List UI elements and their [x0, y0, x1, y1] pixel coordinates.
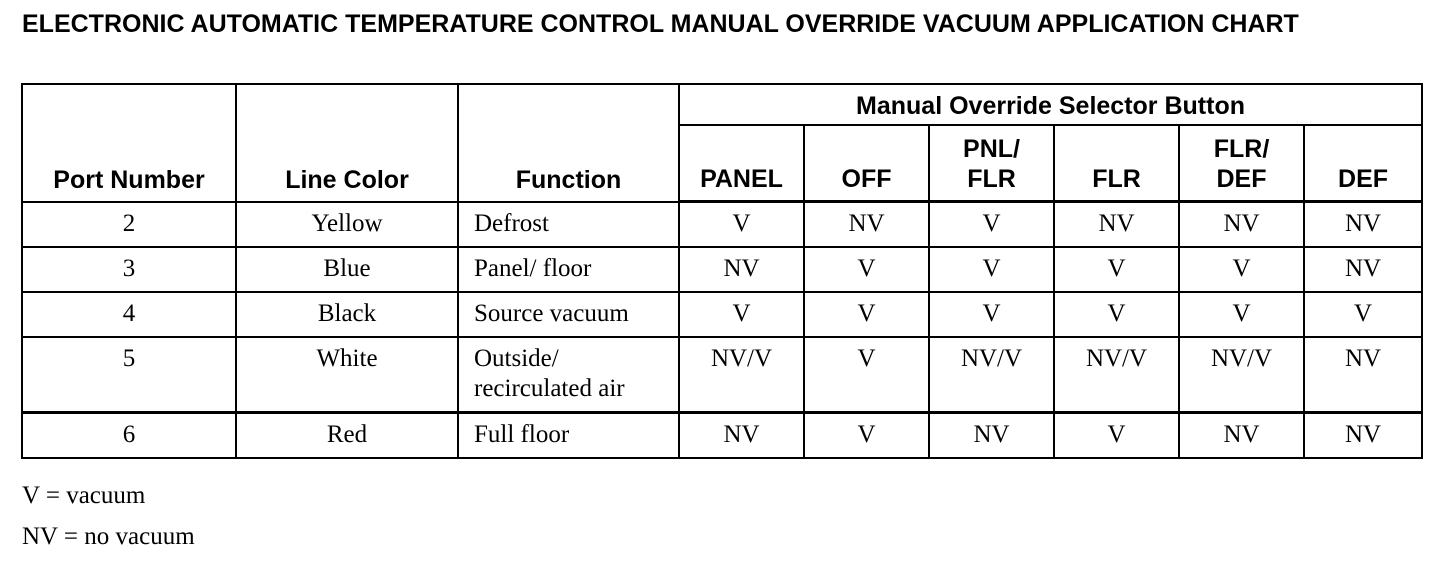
header-button-flr: FLR	[1054, 125, 1179, 202]
cell-vacuum-state: V	[679, 292, 804, 337]
cell-vacuum-state: V	[929, 292, 1054, 337]
cell-vacuum-state: NV	[679, 413, 804, 459]
cell-vacuum-state: V	[804, 337, 929, 413]
header-button-off: OFF	[804, 125, 929, 202]
cell-vacuum-state: V	[1054, 413, 1179, 459]
cell-vacuum-state: V	[1179, 247, 1304, 292]
cell-port-number: 4	[22, 292, 236, 337]
header-button-flr-def: FLR/ DEF	[1179, 125, 1304, 202]
header-button-def: DEF	[1304, 125, 1422, 202]
header-button-panel: PANEL	[679, 125, 804, 202]
cell-vacuum-state: V	[1304, 292, 1422, 337]
cell-function: Defrost	[458, 202, 679, 248]
cell-line-color: Yellow	[236, 202, 458, 248]
cell-function: Panel/ floor	[458, 247, 679, 292]
cell-vacuum-state: V	[804, 247, 929, 292]
table-row	[22, 337, 1422, 413]
cell-port-number: 6	[22, 413, 236, 459]
cell-vacuum-state: NV	[1304, 337, 1422, 413]
table-row	[22, 292, 1422, 337]
legend-no-vacuum: NV = no vacuum	[22, 523, 195, 550]
table-body	[22, 202, 1422, 459]
cell-vacuum-state: NV	[679, 247, 804, 292]
cell-vacuum-state: V	[804, 413, 929, 459]
cell-line-color: Black	[236, 292, 458, 337]
cell-port-number: 5	[22, 337, 236, 413]
header-function: Function	[458, 84, 679, 202]
cell-vacuum-state: NV	[1304, 247, 1422, 292]
cell-function: Full floor	[458, 413, 679, 459]
table-row	[22, 247, 1422, 292]
header-line-color: Line Color	[236, 84, 458, 202]
header-port-number: Port Number	[22, 84, 236, 202]
cell-vacuum-state: NV	[1179, 413, 1304, 459]
cell-vacuum-state: V	[804, 292, 929, 337]
cell-line-color: Blue	[236, 247, 458, 292]
cell-vacuum-state: V	[1054, 247, 1179, 292]
cell-port-number: 2	[22, 202, 236, 248]
cell-vacuum-state: NV/V	[679, 337, 804, 413]
chart-title: ELECTRONIC AUTOMATIC TEMPERATURE CONTROL MANUAL OVERRIDE VACUUM APPLICATION CHART	[22, 10, 1299, 38]
cell-vacuum-state: NV	[804, 202, 929, 248]
cell-vacuum-state: NV	[1179, 202, 1304, 248]
cell-vacuum-state: V	[679, 202, 804, 248]
table-row	[22, 413, 1422, 459]
cell-vacuum-state: V	[929, 247, 1054, 292]
cell-line-color: Red	[236, 413, 458, 459]
cell-port-number: 3	[22, 247, 236, 292]
cell-function: Outside/ recirculated air	[458, 337, 679, 413]
cell-vacuum-state: NV	[1304, 202, 1422, 248]
legend-vacuum: V = vacuum	[22, 482, 146, 509]
vacuum-application-table	[21, 83, 1423, 459]
cell-vacuum-state: NV/V	[1179, 337, 1304, 413]
cell-vacuum-state: NV	[1054, 202, 1179, 248]
cell-vacuum-state: NV	[929, 413, 1054, 459]
table-row	[22, 202, 1422, 248]
cell-vacuum-state: NV	[1304, 413, 1422, 459]
cell-vacuum-state: V	[929, 202, 1054, 248]
cell-vacuum-state: NV/V	[929, 337, 1054, 413]
header-selector-button-group: Manual Override Selector Button	[679, 84, 1422, 125]
cell-vacuum-state: V	[1054, 292, 1179, 337]
cell-vacuum-state: NV/V	[1054, 337, 1179, 413]
header-button-pnl-flr: PNL/ FLR	[929, 125, 1054, 202]
cell-vacuum-state: V	[1179, 292, 1304, 337]
cell-function: Source vacuum	[458, 292, 679, 337]
cell-line-color: White	[236, 337, 458, 413]
